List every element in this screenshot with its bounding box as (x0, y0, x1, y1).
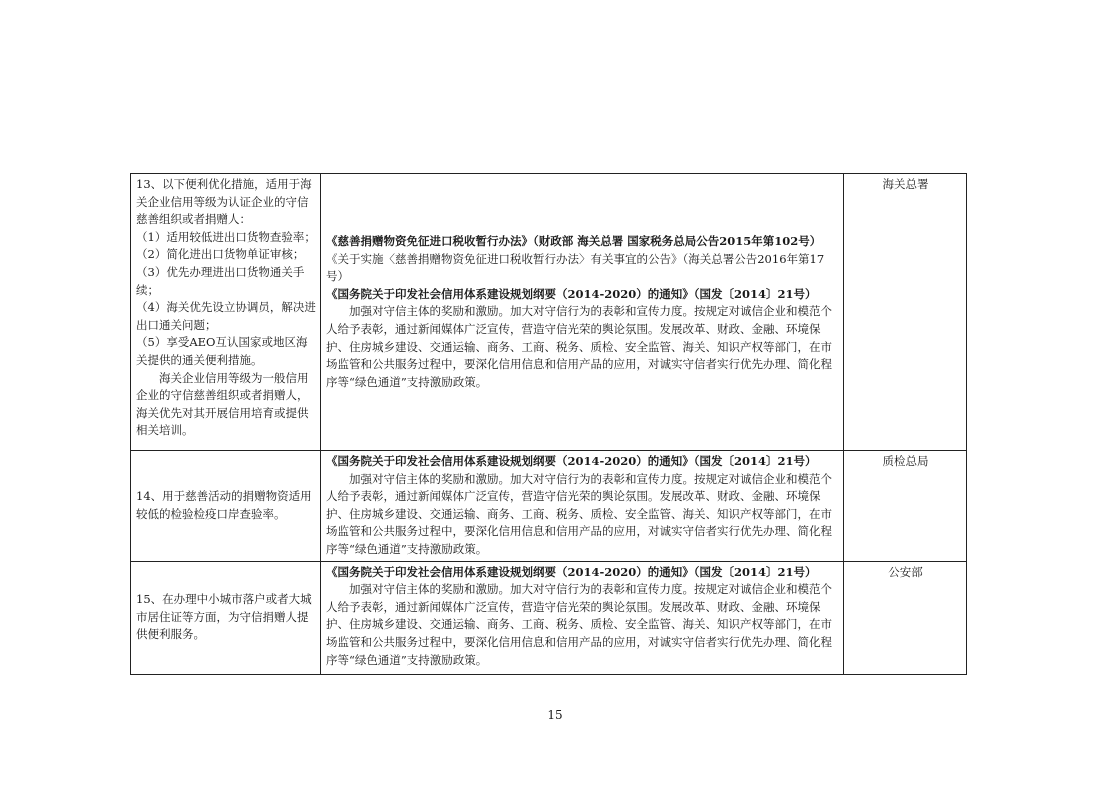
basis-title: 《国务院关于印发社会信用体系建设规划纲要（2014-2020）的通知》（国发〔2014〕21号） (326, 564, 817, 579)
page-number: 15 (547, 708, 563, 722)
basis-text: 加强对守信主体的奖励和激励。加大对守信行为的表彰和宣传力度。按规定对诚信企业和模范个人给予表彰，通过新闻媒体广泛宣传，营造守信光荣的舆论氛围。发展改革、财政、金融、环境保护、住房城乡建设、交通运输、商务、工商、税务、质检、安全监管、海关、知识产权等部门，在市场监管和公共服务过程中，要深化信用信息和信用产品的应用，对诚实守信者实行优先办理、简化程序等“绿色通道”支持激励政策。 (326, 304, 832, 389)
measure-cell (131, 451, 321, 562)
measure-cell (131, 561, 321, 674)
basis-text: 加强对守信主体的奖励和激励。加大对守信行为的表彰和宣传力度。按规定对诚信企业和模范个人给予表彰，通过新闻媒体广泛宣传，营造守信光荣的舆论氛围。发展改革、财政、金融、环境保护、住房城乡建设、交通运输、商务、工商、税务、质检、安全监管、海关、知识产权等部门，在市场监管和公共服务过程中，要深化信用信息和信用产品的应用，对诚实守信者实行优先办理、简化程序等“绿色通道”支持激励政策。 (326, 471, 832, 556)
department-cell: 质检总局 (844, 451, 967, 562)
basis-title: 《国务院关于印发社会信用体系建设规划纲要（2014-2020）的通知》（国发〔2014〕21号） (326, 286, 817, 301)
measure-text: （2）简化进出口货物单证审核； (136, 247, 305, 262)
basis-title: 《国务院关于印发社会信用体系建设规划纲要（2014-2020）的通知》（国发〔2014〕21号） (326, 454, 817, 468)
measure-text: （4）海关优先设立协调员，解决进出口通关问题； (136, 300, 316, 332)
measure-text: 13、以下便利优化措施，适用于海关企业信用等级为认证企业的守信慈善组织或者捐赠人： (136, 177, 312, 227)
basis-title: 《慈善捐赠物资免征进口税收暂行办法》（财政部 海关总署 国家税务总局公告2015年第102号） (326, 234, 822, 248)
measure-cell (131, 174, 321, 451)
measure-text: （3）优先办理进出口货物通关手续； (136, 264, 305, 297)
basis-text: 加强对守信主体的奖励和激励。加大对守信行为的表彰和宣传力度。按规定对诚信企业和模范个人给予表彰，通过新闻媒体广泛宣传，营造守信光荣的舆论氛围。发展改革、财政、金融、环境保护、住房城乡建设、交通运输、商务、工商、税务、质检、安全监管、海关、知识产权等部门，在市场监管和公共服务过程中，要深化信用信息和信用产品的应用，对诚实守信者实行优先办理、简化程序等“绿色通道”支持激励政策。 (326, 582, 832, 667)
table-row (131, 451, 967, 562)
policy-table (130, 173, 967, 675)
measure-text: （5）享受AEO互认国家或地区海关提供的通关便利措施。 (136, 335, 308, 367)
measure-text: 14、用于慈善活动的捐赠物资适用较低的检验检疫口岸查验率。 (136, 489, 312, 521)
table-row (131, 561, 967, 674)
basis-cell (321, 561, 844, 674)
measure-text: 海关企业信用等级为一般信用企业的守信慈善组织或者捐赠人，海关优先对其开展信用培育或提供相关培训。 (136, 370, 309, 438)
basis-title: 《关于实施〈慈善捐赠物资免征进口税收暂行办法〉有关事宜的公告》（海关总署公告2016年第17号） (326, 251, 825, 284)
basis-cell (321, 451, 844, 562)
measure-text: （1）适用较低进出口货物查验率； (136, 229, 316, 244)
basis-cell (321, 174, 844, 451)
department-cell: 海关总署 (844, 174, 967, 451)
table-row (131, 174, 967, 451)
department-cell: 公安部 (844, 561, 967, 674)
measure-text: 15、在办理中小城市落户或者大城市居住证等方面，为守信捐赠人提供便利服务。 (136, 592, 312, 642)
